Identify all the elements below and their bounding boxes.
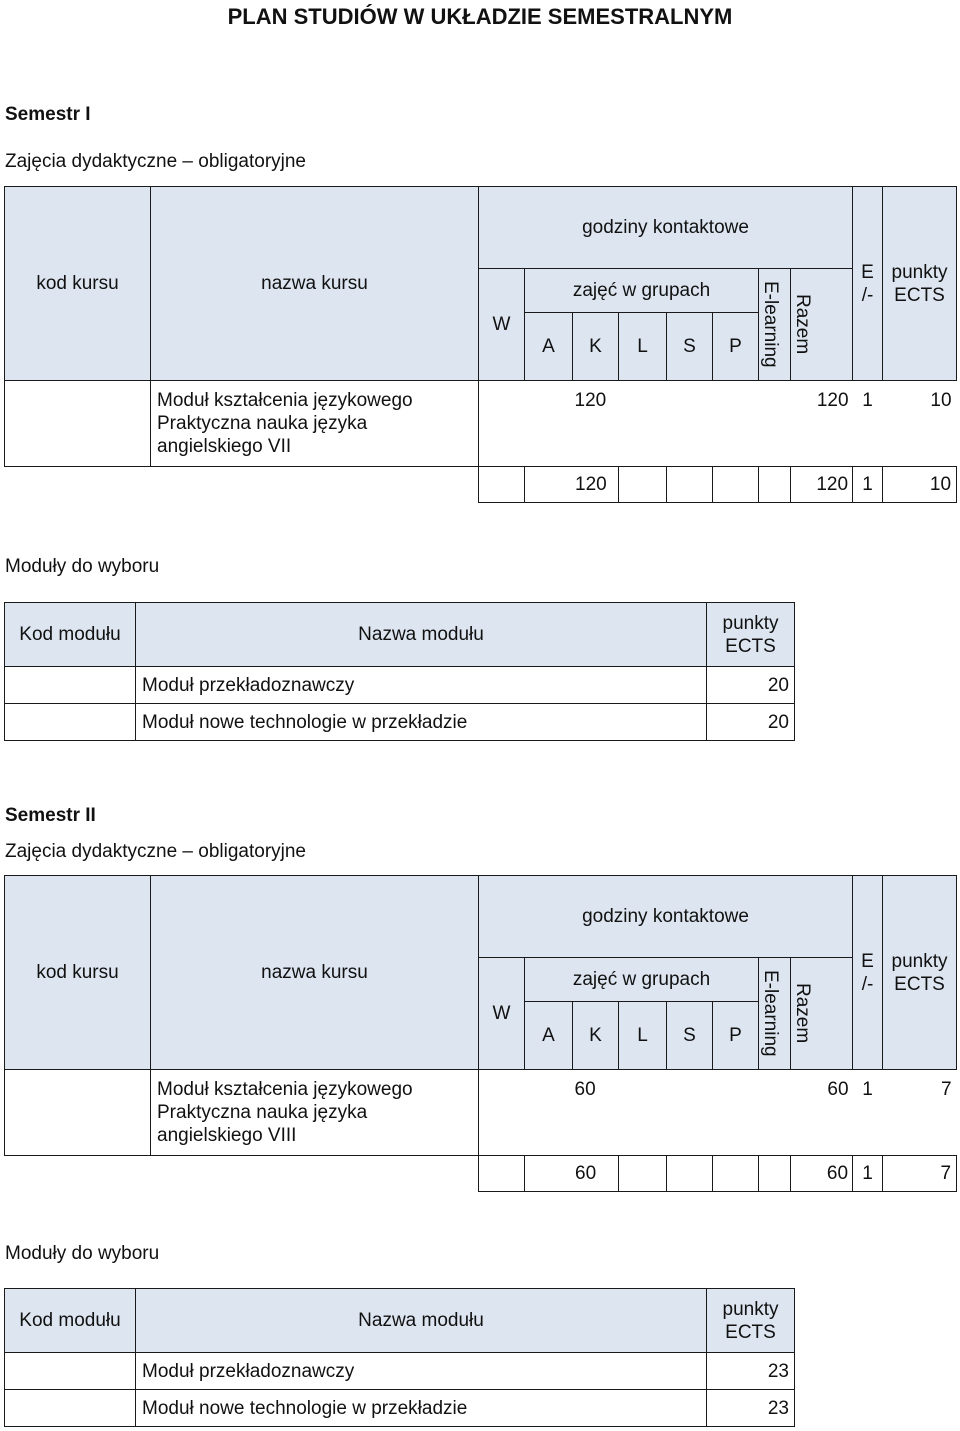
semester-1-electives-table [4, 602, 795, 741]
header-kod-modulu: Kod modułu [5, 603, 136, 667]
elective-row [5, 1390, 795, 1427]
course-name-line1: Moduł kształcenia językowego [157, 390, 413, 411]
header-kod-kursu: kod kursu [5, 876, 151, 1070]
course-name-line2: Praktyczna nauka języka [157, 1102, 368, 1123]
header-razem [791, 269, 853, 381]
header-e-line1: E [861, 261, 874, 283]
header-ects [883, 876, 957, 1070]
header-nazwa-modulu: Nazwa modułu [136, 1289, 707, 1353]
totals-spacer-1 [5, 1156, 151, 1192]
header-s: S [667, 1002, 713, 1070]
course-l [619, 1070, 667, 1156]
header-razem [791, 958, 853, 1070]
course-name-line3: angielskiego VIII [157, 1125, 297, 1146]
header-elearning [759, 958, 791, 1070]
totals-elearning [759, 467, 791, 503]
header-e-line2: /- [861, 284, 874, 306]
course-ects: 7 [940, 1079, 952, 1100]
course-elearning [759, 1070, 791, 1156]
header-elective-ects [707, 603, 795, 667]
totals-spacer-2 [151, 467, 479, 503]
header-a: A [525, 1002, 573, 1070]
elective-ects: 20 [707, 704, 795, 741]
course-l [619, 381, 667, 467]
header-elearning [759, 269, 791, 381]
elective-code [5, 1353, 136, 1390]
elective-ects: 20 [707, 667, 795, 704]
totals-s [667, 1156, 713, 1192]
course-w [479, 1070, 525, 1156]
header-elearning-label: E-learning [760, 970, 781, 1057]
totals-s [667, 467, 713, 503]
header-ects [883, 187, 957, 381]
course-row [5, 381, 957, 467]
semester-2-title: Semestr II [5, 805, 96, 826]
header-elective-ects-line2: ECTS [725, 635, 776, 657]
course-elearning [759, 381, 791, 467]
header-e-line2: /- [861, 973, 874, 995]
totals-l [619, 467, 667, 503]
course-p [713, 1070, 759, 1156]
semester-1-subtitle: Zajęcia dydaktyczne – obligatoryjne [5, 151, 307, 172]
header-zajec-w-grupach: zajęć w grupach [525, 958, 759, 1002]
totals-p [713, 1156, 759, 1192]
elective-ects: 23 [707, 1390, 795, 1427]
semester-2-subtitle: Zajęcia dydaktyczne – obligatoryjne [5, 841, 307, 862]
semester-2-electives-table [4, 1288, 795, 1427]
course-code [5, 1070, 151, 1156]
header-nazwa-kursu: nazwa kursu [151, 187, 479, 381]
elective-row [5, 1353, 795, 1390]
header-elective-ects-line1: punkty [722, 612, 779, 634]
course-s [667, 381, 713, 467]
totals-e: 1 [853, 467, 883, 503]
header-p: P [713, 313, 759, 381]
totals-p [713, 467, 759, 503]
semester-2-electives-title: Moduły do wyboru [5, 1243, 160, 1264]
elective-name: Moduł przekładoznawczy [136, 667, 707, 704]
header-elective-ects-line1: punkty [722, 1298, 779, 1320]
totals-l [619, 1156, 667, 1192]
elective-name: Moduł nowe technologie w przekładzie [136, 704, 707, 741]
header-e [853, 187, 883, 381]
elective-code [5, 1390, 136, 1427]
header-e-line1: E [861, 950, 874, 972]
header-k: K [573, 1002, 619, 1070]
course-a: 60 [574, 1079, 596, 1100]
header-k: K [573, 313, 619, 381]
totals-spacer-1 [5, 467, 151, 503]
header-godziny-kontaktowe: godziny kontaktowe [479, 876, 853, 958]
semester-1-title: Semestr I [5, 104, 91, 125]
totals-w [479, 467, 525, 503]
semester-2-course-table [4, 875, 957, 1192]
totals-razem: 120 [791, 467, 853, 503]
header-razem-label: Razem [792, 294, 813, 355]
page-title: PLAN STUDIÓW W UKŁADZIE SEMESTRALNYM [227, 4, 733, 29]
course-razem: 120 [816, 390, 849, 411]
header-elective-ects-line2: ECTS [725, 1321, 776, 1343]
header-ects-line2: ECTS [894, 284, 945, 306]
course-code [5, 381, 151, 467]
header-ects-line1: punkty [891, 261, 948, 283]
semester-1-electives-title: Moduły do wyboru [5, 556, 160, 577]
course-s [667, 1070, 713, 1156]
elective-name: Moduł przekładoznawczy [136, 1353, 707, 1390]
course-a: 120 [574, 390, 607, 411]
totals-ects: 7 [883, 1156, 957, 1192]
course-row [5, 1070, 957, 1156]
totals-e: 1 [853, 1156, 883, 1192]
header-kod-modulu: Kod modułu [5, 1289, 136, 1353]
totals-a: 120 [525, 467, 619, 503]
header-nazwa-kursu: nazwa kursu [151, 876, 479, 1070]
header-l: L [619, 313, 667, 381]
totals-spacer-2 [151, 1156, 479, 1192]
header-e [853, 876, 883, 1070]
course-name-line1: Moduł kształcenia językowego [157, 1079, 413, 1100]
elective-name: Moduł nowe technologie w przekładzie [136, 1390, 707, 1427]
header-p: P [713, 1002, 759, 1070]
header-s: S [667, 313, 713, 381]
header-zajec-w-grupach: zajęć w grupach [525, 269, 759, 313]
totals-razem: 60 [791, 1156, 853, 1192]
header-kod-kursu: kod kursu [5, 187, 151, 381]
course-ects: 10 [930, 390, 952, 411]
header-l: L [619, 1002, 667, 1070]
header-w: W [479, 958, 525, 1070]
course-e: 1 [862, 390, 873, 411]
header-nazwa-modulu: Nazwa modułu [136, 603, 707, 667]
header-ects-line1: punkty [891, 950, 948, 972]
totals-elearning [759, 1156, 791, 1192]
elective-row [5, 704, 795, 741]
elective-row [5, 667, 795, 704]
course-e: 1 [862, 1079, 873, 1100]
course-p [713, 381, 759, 467]
elective-code [5, 704, 136, 741]
course-name-line3: angielskiego VII [157, 436, 292, 457]
header-elearning-label: E-learning [760, 281, 781, 368]
course-name [151, 381, 479, 467]
totals-a: 60 [525, 1156, 619, 1192]
course-w [479, 381, 525, 467]
totals-row [5, 1156, 957, 1192]
elective-ects: 23 [707, 1353, 795, 1390]
header-w: W [479, 269, 525, 381]
header-a: A [525, 313, 573, 381]
totals-row [5, 467, 957, 503]
course-name [151, 1070, 479, 1156]
semester-1-course-table [4, 186, 957, 503]
course-name-line2: Praktyczna nauka języka [157, 413, 368, 434]
header-ects-line2: ECTS [894, 973, 945, 995]
totals-ects: 10 [883, 467, 957, 503]
course-razem: 60 [827, 1079, 849, 1100]
elective-code [5, 667, 136, 704]
header-razem-label: Razem [792, 983, 813, 1044]
totals-w [479, 1156, 525, 1192]
header-godziny-kontaktowe: godziny kontaktowe [479, 187, 853, 269]
header-elective-ects [707, 1289, 795, 1353]
